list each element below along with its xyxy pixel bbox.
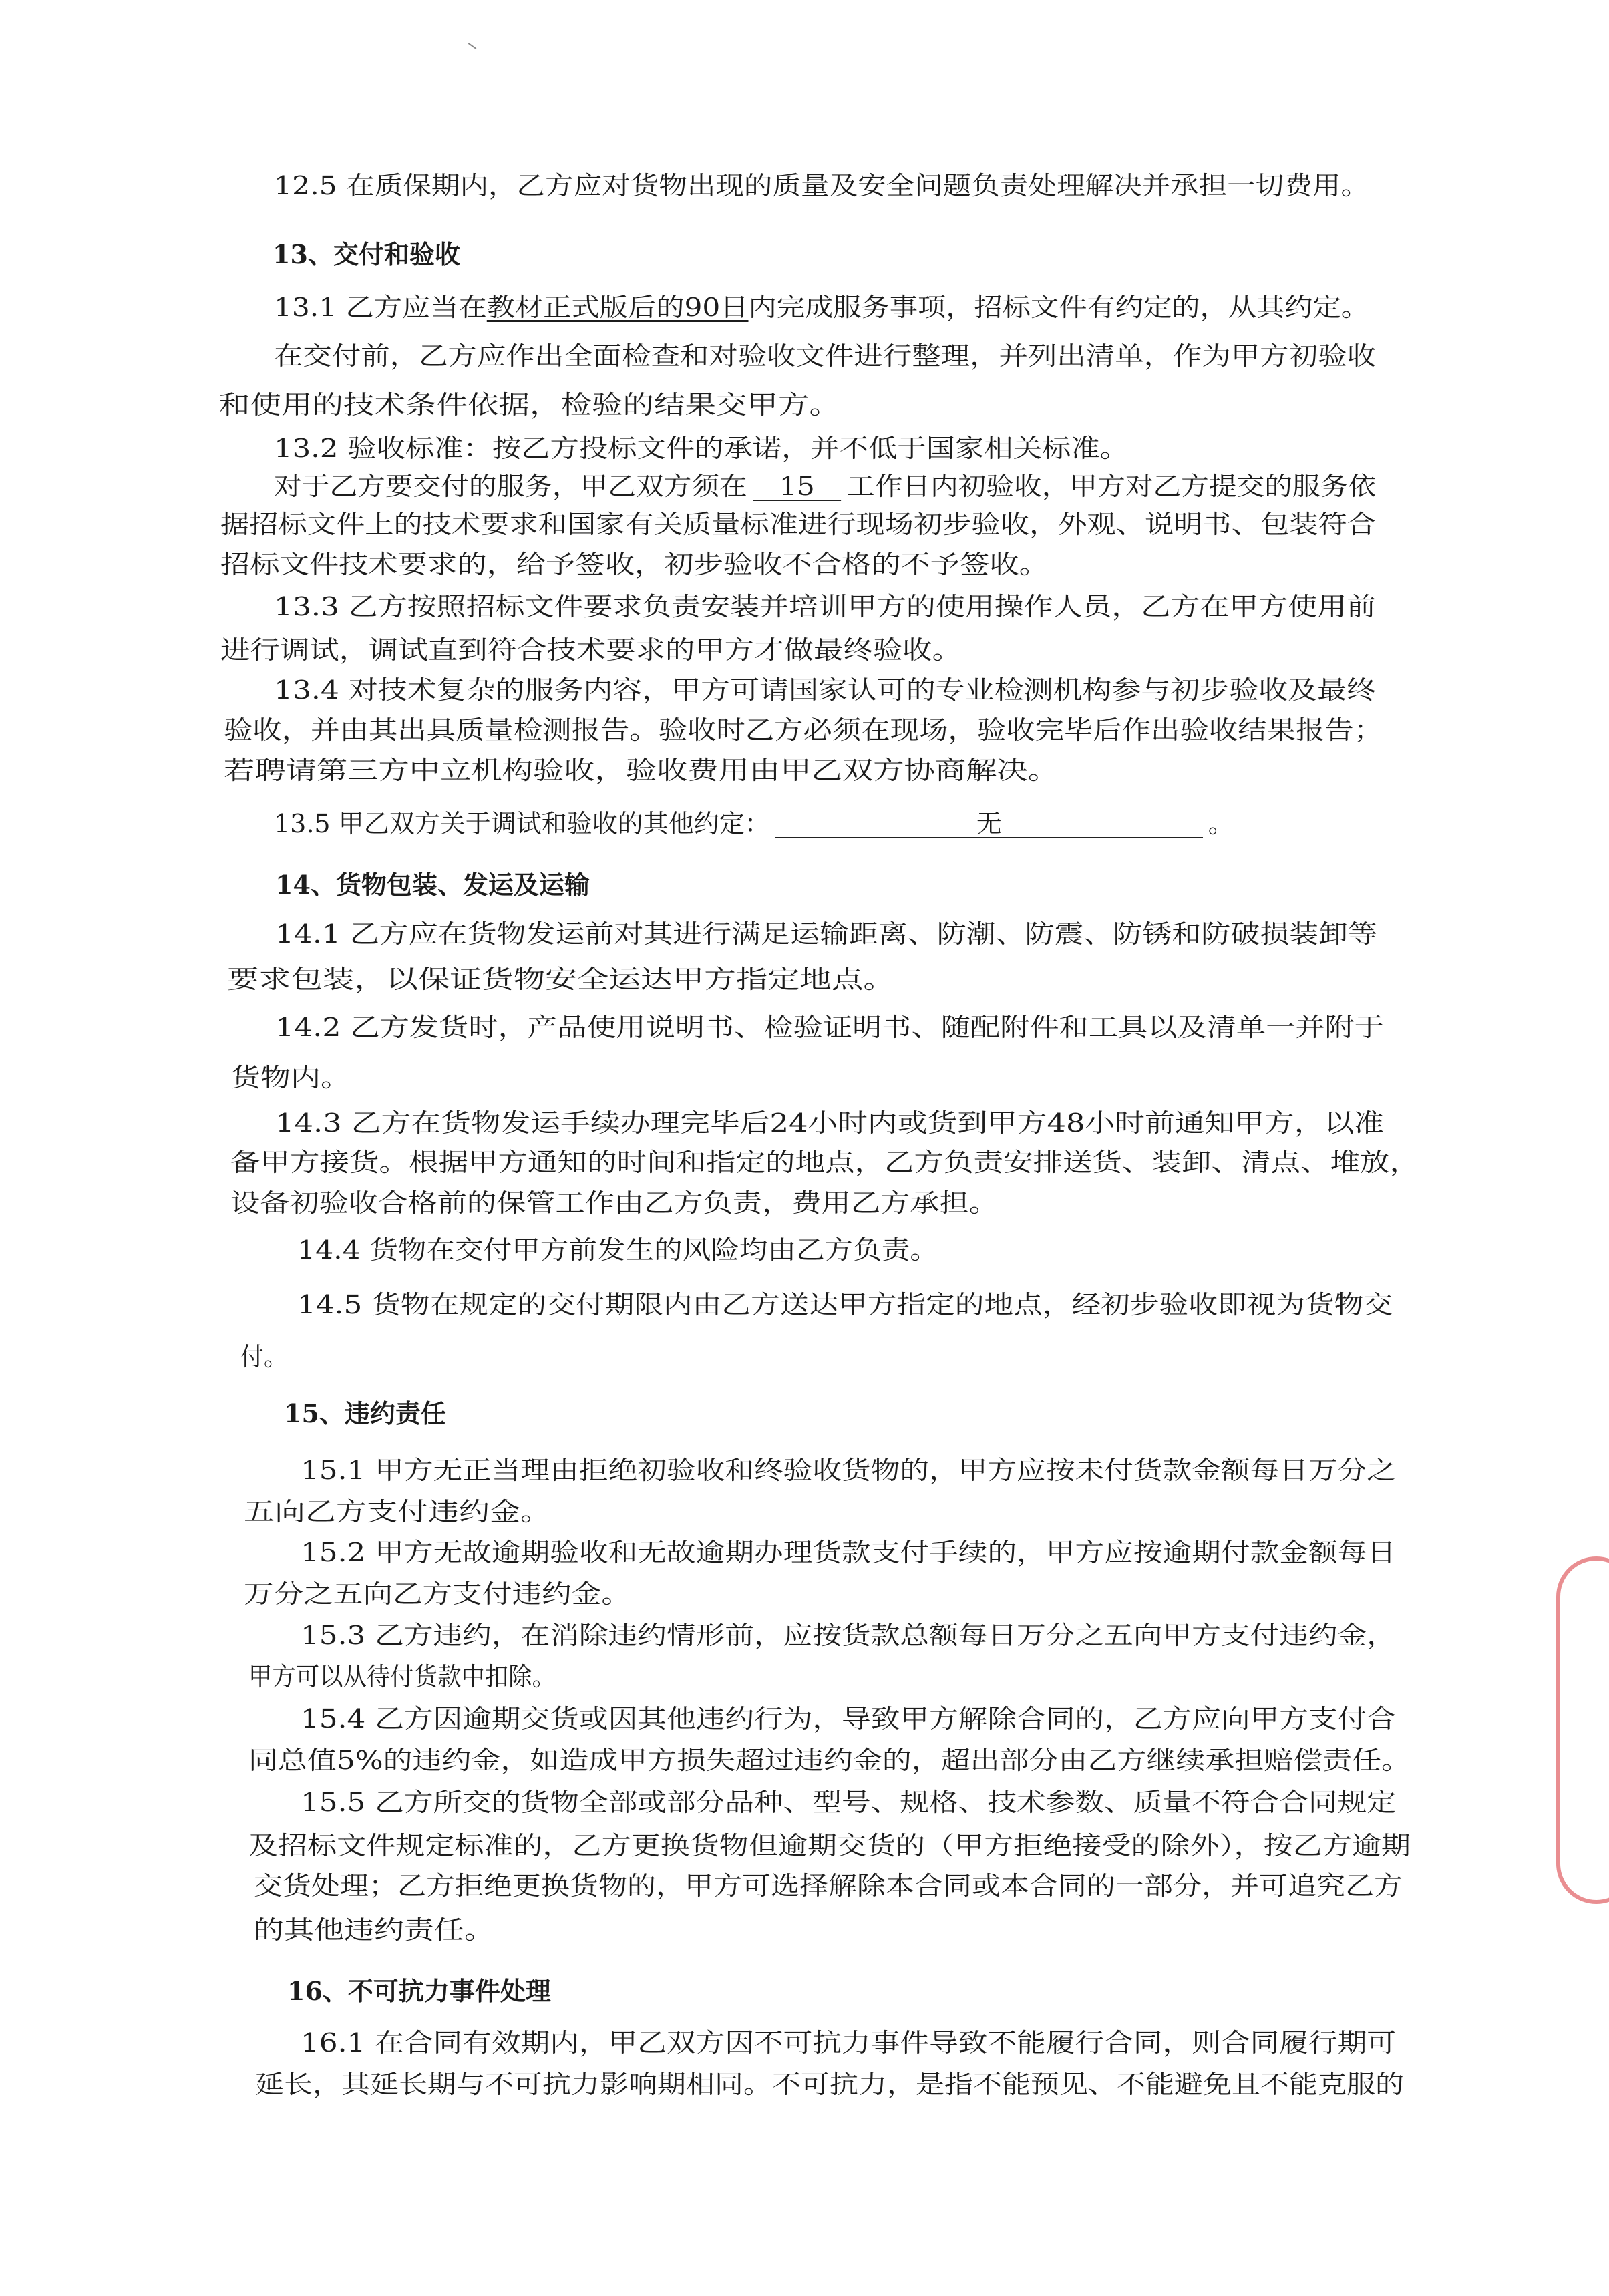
text-line — [244, 1579, 631, 1609]
line-text: 14.2 乙方发货时，产品使用说明书、检验证明书、随配附件和工具以及清单一并附于 — [275, 1013, 1384, 1042]
line-text: 及招标文件规定标准的，乙方更换货物但逾期交货的（甲方拒绝接受的除外），按乙方逾期 — [248, 1831, 1411, 1860]
text-line — [219, 389, 840, 420]
line-text: 付。 — [240, 1342, 287, 1371]
underlined-text: 教材正式版后的90日 — [486, 293, 749, 322]
text-line — [220, 549, 1049, 580]
text-line — [275, 1108, 1384, 1138]
text-line — [224, 755, 1059, 786]
line-text: 13、交付和验收 — [273, 239, 460, 269]
line-text: 延长，其延长期与不可抗力影响期相同。不可抗力，是指不能预见、不能避免且不能克服的 — [255, 2070, 1404, 2099]
line-text: 验收，并由其出具质量检测报告。验收时乙方必须在现场，验收完毕后作出验收结果报告； — [224, 715, 1383, 745]
section-heading — [275, 870, 590, 900]
line-text: 15.2 甲方无故逾期验收和无故逾期办理货款支付手续的，甲方应按逾期付款金额每日 — [301, 1538, 1396, 1567]
line-text: 备甲方接货。根据甲方通知的时间和指定的地点，乙方负责安排送货、装卸、清点、堆放， — [230, 1148, 1419, 1177]
text-line — [244, 1496, 551, 1527]
text-line — [227, 964, 895, 995]
line-text: 14.1 乙方应在货物发运前对其进行满足运输距离、防潮、防震、防锈和防破损装卸等 — [275, 919, 1377, 949]
text-line — [255, 2069, 1404, 2100]
line-text: 12.5 在质保期内，乙方应对货物出现的质量及安全问题负责处理解决并承担一切费用。 — [274, 171, 1369, 200]
text-line — [248, 1745, 1411, 1776]
line-text: 13.4 对技术复杂的服务内容，甲方可请国家认可的专业检测机构参与初步验收及最终 — [274, 675, 1376, 705]
text-line — [274, 591, 1376, 622]
line-text: 15.4 乙方因逾期交货或因其他违约行为，导致甲方解除合同的，乙方应向甲方支付合 — [301, 1704, 1396, 1734]
line-text: 设备初验收合格前的保管工作由乙方负责，费用乙方承担。 — [230, 1188, 999, 1218]
line-text: 据招标文件上的技术要求和国家有关质量标准进行现场初步验收，外观、说明书、包装符合 — [220, 510, 1376, 539]
text-line — [301, 1703, 1396, 1734]
line-text: 14、货物包装、发运及运输 — [275, 870, 590, 900]
text-line — [274, 341, 1376, 371]
line-text: 货物内。 — [230, 1063, 351, 1092]
section-heading — [273, 239, 460, 270]
text-line — [275, 1012, 1384, 1043]
text-line — [220, 509, 1376, 540]
line-text: 13.1 乙方应当在 — [274, 293, 487, 322]
text-line — [297, 1235, 938, 1265]
text-line — [301, 1537, 1396, 1568]
text-line — [275, 919, 1377, 949]
text-line — [274, 808, 1234, 839]
text-line — [240, 1341, 287, 1372]
text-line — [220, 635, 962, 665]
line-text: 16.1 在合同有效期内，甲乙双方因不可抗力事件导致不能履行合同，则合同履行期可 — [301, 2028, 1396, 2058]
text-line — [274, 292, 1369, 323]
line-text: 和使用的技术条件依据，检验的结果交甲方。 — [219, 390, 840, 420]
line-text: 15.3 乙方违约，在消除违约情形前，应按货款总额每日万分之五向甲方支付违约金， — [301, 1621, 1396, 1650]
text-line — [254, 1915, 494, 1945]
text-line — [301, 1455, 1396, 1486]
text-line — [248, 1661, 556, 1692]
section-heading — [284, 1398, 446, 1429]
text-line — [230, 1147, 1419, 1178]
line-text: 15、违约责任 — [284, 1398, 446, 1428]
text-line — [274, 433, 1129, 464]
line-text: 在交付前，乙方应作出全面检查和对验收文件进行整理，并列出清单，作为甲方初验收 — [274, 341, 1376, 371]
line-text: 14.4 货物在交付甲方前发生的风险均由乙方负责。 — [297, 1235, 938, 1265]
text-line — [230, 1188, 999, 1218]
line-text: 交货处理；乙方拒绝更换货物的，甲方可选择解除本合同或本合同的一部分，并可追究乙方 — [254, 1871, 1403, 1901]
line-text: 甲方可以从待付货款中扣除。 — [248, 1662, 556, 1691]
fill-in-blank: 15 — [753, 473, 841, 501]
line-text: 对于乙方要交付的服务，甲乙双方须在 — [274, 472, 747, 501]
line-text: 13.3 乙方按照招标文件要求负责安装并培训甲方的使用操作人员，乙方在甲方使用前 — [274, 592, 1376, 621]
text-line — [297, 1289, 1393, 1320]
text-line — [230, 1062, 351, 1093]
line-text: 招标文件技术要求的，给予签收，初步验收不合格的不予签收。 — [220, 550, 1049, 579]
line-text: 若聘请第三方中立机构验收，验收费用由甲乙双方协商解决。 — [224, 756, 1059, 785]
text-line — [301, 2027, 1396, 2058]
line-text: 同总值5%的违约金，如造成甲方损失超过违约金的，超出部分由乙方继续承担赔偿责任。 — [248, 1746, 1411, 1775]
line-text: 五向乙方支付违约金。 — [244, 1497, 551, 1526]
line-text: 16、不可抗力事件处理 — [287, 1976, 551, 2006]
line-text: 13.5 甲乙双方关于调试和验收的其他约定： — [274, 809, 770, 838]
section-heading — [287, 1976, 551, 2007]
line-text: 进行调试，调试直到符合技术要求的甲方才做最终验收。 — [220, 635, 962, 665]
text-line — [248, 1830, 1411, 1861]
line-text: 13.2 验收标准：按乙方投标文件的承诺，并不低于国家相关标准。 — [274, 434, 1129, 463]
line-text: 14.3 乙方在货物发运手续办理完毕后24小时内或货到甲方48小时前通知甲方，以准 — [275, 1108, 1384, 1138]
text-line — [224, 715, 1383, 746]
line-text: 15.1 甲方无正当理由拒绝初验收和终验收货物的，甲方应按未付货款金额每日万分之 — [301, 1456, 1396, 1485]
text-line — [274, 471, 1376, 502]
line-text: 。 — [1208, 809, 1234, 838]
text-line — [274, 675, 1376, 705]
red-seal-stamp — [1556, 1556, 1609, 1904]
line-text: 工作日内初验收，甲方对乙方提交的服务依 — [846, 472, 1376, 501]
line-text: 14.5 货物在规定的交付期限内由乙方送达甲方指定的地点，经初步验收即视为货物交 — [297, 1290, 1393, 1319]
fill-in-blank: 无 — [775, 810, 1203, 838]
text-line — [301, 1787, 1396, 1818]
line-text: 内完成服务事项，招标文件有约定的，从其约定。 — [748, 293, 1369, 322]
text-line — [254, 1870, 1403, 1901]
line-text: 要求包装，以保证货物安全运达甲方指定地点。 — [227, 965, 895, 994]
line-text: 的其他违约责任。 — [254, 1915, 494, 1945]
line-text: 万分之五向乙方支付违约金。 — [244, 1579, 631, 1609]
text-line — [301, 1620, 1396, 1651]
line-text: 15.5 乙方所交的货物全部或部分品种、型号、规格、技术参数、质量不符合合同规定 — [301, 1788, 1396, 1817]
text-line — [274, 170, 1369, 201]
